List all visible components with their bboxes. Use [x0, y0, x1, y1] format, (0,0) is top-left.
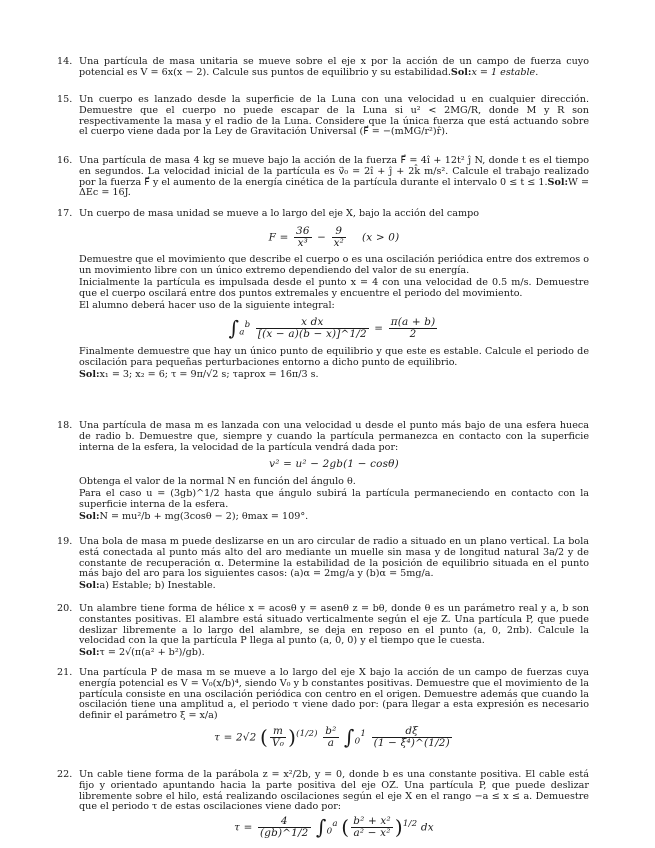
eq-denominator: V₀: [271, 736, 285, 749]
problem-text: El alumno deberá hacer uso de la siguiente integral:: [79, 299, 335, 311]
problem-text: Una partícula de masa unitaria se mueve sobre el eje x por la acción de un campo de fuerza cuyo potencial es V = 6x(x − 2). Calcule sus puntos de equilibrio y su estabilidad.: [79, 56, 589, 78]
problem-text: Finalmente demuestre que hay un único punto de equilibrio y que este es estable. Calcule el periodo de oscilación para pequeñas perturbaciones entorno a dicho punto de equilibrio.: [79, 345, 589, 368]
eq-numerator: 9: [332, 226, 346, 238]
eq-denominator: (gb)^1/2: [260, 826, 309, 839]
eq-denominator: x³: [297, 236, 309, 249]
eq-fraction: [258, 816, 310, 839]
problem-number: 14.: [57, 56, 73, 67]
solution-label: Sol:: [79, 647, 100, 659]
problem-22: [57, 770, 589, 839]
solution-text: W = ΔEc = 16J.: [79, 176, 589, 199]
eq-numerator: m: [270, 726, 286, 738]
problem-text: Una partícula P de masa m se mueve a lo largo del eje X bajo la acción de un campo de fuerzas cuya energía potencial es V = V₀(x/b)⁴, siendo V₀ y b constantes positivas. Demuestre que el movimiento de la partícula consiste en una oscilación periódica con centro en el origen. Demuestre además que cuando la oscilación tiene una amplitud a, el periodo τ viene dado por: (para llegar a esta expresión es necesario definir el parámetro ξ = x/a): [79, 667, 589, 722]
problem-text: Demuestre que el movimiento que describe el cuerpo o es una oscilación periódica entre dos extremos o un movimiento libre con un único extremo dependiendo del valor de su energía.: [79, 254, 589, 277]
problem-number: 21.: [57, 667, 73, 678]
eq-numerator: x dx: [256, 317, 369, 329]
eq-numerator: dξ: [372, 726, 452, 738]
problem-number: 22.: [57, 769, 73, 780]
solution-text: x = 1 estable.: [471, 66, 539, 78]
eq-numerator: π(a + b): [390, 316, 436, 329]
integral-sign: ∫: [316, 815, 327, 840]
solution-text: a) Estable; b) Inestable.: [99, 580, 216, 592]
integral-sign: ∫: [344, 724, 355, 749]
eq-fraction: [372, 726, 452, 749]
period-equation: τ = 2√2 ( $\frac{m}{\text{V₀}}$ )$^{(1/2)}$ $\frac{\text{b²}}{a}$ $\int_0^1$ $\frac{d\xi}{\text{(1 − ξ⁴)\textasciicircum{}(1/2)}}$: [214, 724, 450, 749]
problem-text: Un cuerpo de masa unidad se mueve a lo largo del eje X, bajo la acción del campo: [79, 208, 480, 219]
solution-label: Sol:: [79, 580, 100, 592]
problem-18: [57, 421, 589, 523]
problem-text: Una partícula de masa 4 kg se mueve bajo la acción de la fuerza F⃗ = 4î + 12t² ĵ N, donde t es el tiempo en segundos. La velocidad inicial de la partícula es v⃗₀ = 2î + ĵ + 2k̂ m/s². Calcule el trabajo realizado por la fuerza F⃗ y el aumento de la energía cinética de la partícula durante el intervalo 0 ≤ t ≤ 1.: [79, 155, 589, 188]
problem-17: [57, 209, 589, 381]
eq-lhs: τ = 2√2: [214, 731, 257, 744]
problem-text: Un cable tiene forma de la parábola z = x²/2b, y = 0, donde b es una constante positiva. El cable está fijo y orientado apuntando hacia la parte positiva del eje OZ. Una partícula P, que puede deslizar libremente sobre el hilo, está realizando oscilaciones según el eje X en el rango −a ≤ x ≤ a. Demuestre que el periodo τ de estas oscilaciones viene dado por:: [79, 769, 589, 813]
problem-number: 15.: [57, 94, 73, 105]
solution-text: τ = 2√(π(a² + b²)/gb).: [99, 647, 205, 659]
velocity-equation: v² = u² − 2gb(1 − cosθ): [269, 458, 399, 471]
lower-limit: a: [239, 327, 245, 338]
lower-limit: 0: [354, 736, 361, 747]
integral-equation: $\int_a^b$ $\frac{\text{x dx}}{[(x - a)(b - x)]\^{}1/2}$ = $\frac{\pi(a + b)}{2}$: [228, 316, 436, 341]
problem-number: 17.: [57, 208, 73, 219]
integral-sign: ∫: [228, 316, 240, 341]
problem-text: Una bola de masa m puede deslizarse en un aro circular de radio a situado en un plano vertical. La bola está conectada al punto más alto del aro mediante un muelle sin masa y de longitud natural 3a/2 y de constante de recuperación α. Determine la estabilidad de la posición de equilibrio situada en el punto más bajo del aro para los siguientes casos: (a)α = 2mg/a y (b)α = 5mg/a.: [79, 536, 589, 580]
force-equation: [79, 226, 589, 249]
eq-lhs: F =: [268, 231, 289, 244]
cable-period-equation: τ = $\frac{4}{(gb)\^{}1/2}$ $\int_0^a$ ( $\frac{\text{b² + x²}}{\text{a² − x²}}$ )$^{1/2}$ dx: [234, 815, 434, 840]
eq-exponent: 1/2: [402, 819, 418, 830]
eq-denominator: [(x − a)(b − x)]^1/2: [257, 328, 367, 341]
eq-denominator: x²: [333, 236, 345, 249]
problem-20: [57, 604, 589, 660]
eq-exponent: (1/2): [296, 728, 318, 739]
eq-numerator: 36: [296, 224, 310, 237]
solution-label: Sol:: [450, 66, 472, 78]
problem-21: [57, 668, 589, 753]
problem-number: 20.: [57, 603, 73, 614]
problem-16: [57, 156, 589, 200]
eq-fraction: [323, 726, 338, 749]
problem-15: [57, 95, 589, 139]
eq-fraction: [256, 317, 369, 340]
eq-fraction: [270, 726, 286, 749]
problem-number: 19.: [57, 536, 73, 547]
eq-condition: (x > 0): [362, 231, 400, 244]
upper-limit: b: [244, 320, 251, 331]
problem-14: [57, 57, 589, 80]
eq-fraction: [294, 226, 312, 249]
solution-label: Sol:: [547, 176, 569, 188]
upper-limit: 1: [360, 728, 367, 739]
eq-operator: −: [317, 231, 327, 244]
problem-text: Para el caso u = (3gb)^1/2 hasta que ángulo subirá la partícula permaneciendo en contacto con la superficie interna de la esfera.: [79, 487, 589, 510]
eq-fraction: [332, 226, 346, 249]
solution-text: N = mu²/b + mg(3cosθ − 2); θmax = 109°.: [99, 510, 309, 522]
upper-limit: a: [332, 819, 338, 830]
solution-label: Sol:: [79, 510, 100, 522]
eq-numerator: 4: [258, 816, 310, 828]
eq-denominator: (1 − ξ⁴)^(1/2): [373, 736, 450, 749]
eq-numerator: b²: [325, 724, 337, 737]
eq-numerator: b² + x²: [353, 815, 391, 828]
eq-denominator: a² − x²: [353, 826, 391, 839]
problem-text: Inicialmente la partícula es impulsada desde el punto x = 4 con una velocidad de 0.5 m/s. Demuestre que el cuerpo oscilará entre dos puntos extremales y encuentre el periodo del movimiento.: [79, 276, 589, 299]
eq-fraction: [389, 317, 438, 340]
lower-limit: 0: [326, 826, 333, 837]
eq-differential: dx: [420, 821, 434, 834]
eq-denominator: 2: [409, 328, 417, 341]
solution-text: x₁ = 3; x₂ = 6; τ = 9π/√2 s; τaprox = 16π/3 s.: [99, 368, 319, 380]
problem-text: Una partícula de masa m es lanzada con una velocidad u desde el punto más bajo de una esfera hueca de radio b. Demuestre que, siempre y cuando la partícula permanezca en contacto con la superficie interna de la esfera, la velocidad de la partícula vendrá dada por:: [79, 420, 589, 453]
eq-lhs: τ =: [234, 821, 253, 834]
eq-denominator: a: [327, 736, 335, 749]
problem-19: [57, 537, 589, 593]
problem-text: Un cuerpo es lanzado desde la superficie de la Luna con una velocidad u en cualquier dirección. Demuestre que el cuerpo no puede escapar de la Luna si u² < 2MG/R, donde M y R son respectivamente la masa y el radio de la Luna. Considere que la única fuerza que está actuando sobre el cuerpo viene dada por la Ley de Gravitación Universal (F⃗ = −(mMG/r²)r̂).: [79, 94, 589, 138]
problem-text: Obtenga el valor de la normal N en función del ángulo θ.: [79, 476, 356, 488]
problem-number: 16.: [57, 155, 73, 166]
problem-text: Un alambre tiene forma de hélice x = acosθ y = asenθ z = bθ, donde θ es un parámetro real y a, b son constantes positivas. El alambre está situado verticalmente según el eje Z. Una partícula P, que puede deslizar libremente a lo largo del alambre, se deja en reposo en el punto (a, 0, 2πb). Calcule la velocidad con la que la partícula P llega al punto (a, 0, 0) y el tiempo que le cuesta.: [79, 603, 589, 647]
problem-number: 18.: [57, 420, 73, 431]
solution-label: Sol:: [79, 368, 100, 380]
eq-fraction: [351, 816, 393, 839]
